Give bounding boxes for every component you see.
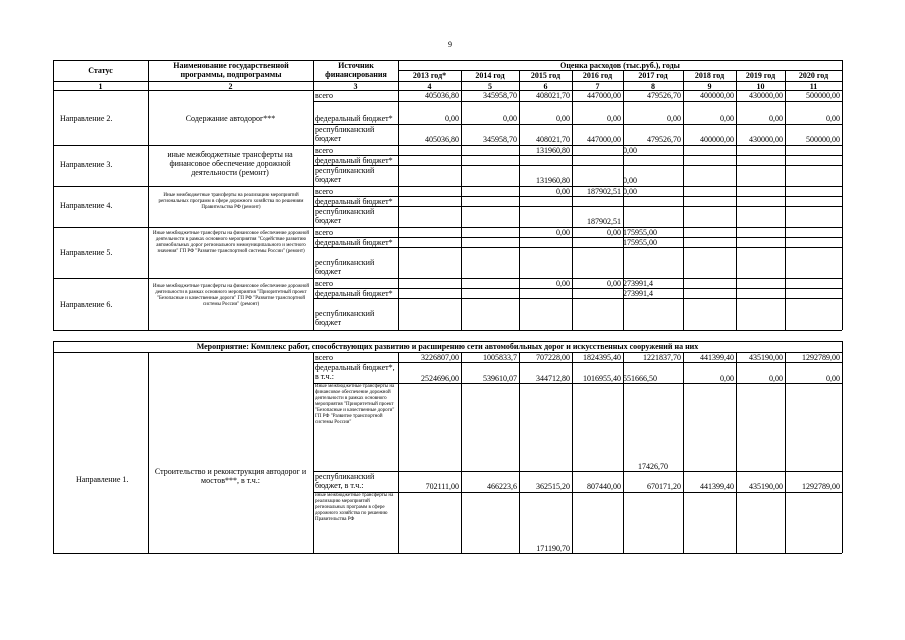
row-status: Направление 1.: [76, 475, 129, 484]
cell: 17426,70: [638, 462, 668, 471]
col-number: 2: [228, 82, 233, 91]
source-republican-sub: иные межбюджетные трансферты на реализацию мероприятий региональных программ в сфере дорожного хозяйства по решению Правительства РФ: [315, 493, 394, 522]
header-source: Источник финансирования: [325, 61, 387, 79]
cell: 175955,00: [623, 238, 657, 247]
cell: 0,00: [607, 228, 621, 237]
row-status: Направление 6.: [60, 300, 113, 309]
cell: 0,00: [503, 114, 517, 123]
cell: 171190,70: [536, 544, 570, 553]
cell: 0,00: [623, 187, 637, 196]
cell: 0,00: [826, 374, 840, 383]
row-name: Строительство и реконструкция автодорог и мостов***, в т.ч.:: [154, 467, 307, 485]
cell: 345958,70: [483, 91, 517, 100]
source-total: всего: [315, 187, 334, 196]
cell: 0,00: [623, 176, 637, 185]
col-number: 7: [595, 82, 600, 91]
grid-line: [53, 278, 842, 279]
cell: 441399,40: [700, 353, 734, 362]
cell: 2524696,00: [421, 374, 459, 383]
year-header: 2020 год: [798, 71, 829, 80]
grid-line: [53, 186, 842, 187]
cell: 1221837,70: [643, 353, 681, 362]
grid-line: [461, 70, 462, 330]
source-total: всего: [315, 353, 334, 362]
cell: 187902,51: [587, 187, 621, 196]
col-number: 11: [809, 82, 818, 91]
year-header: 2018 год: [694, 71, 725, 80]
row-status: Направление 5.: [60, 248, 113, 257]
header-program-name: Наименование государственной программы, подпрограммы: [173, 61, 289, 79]
source-federal-sub: Иные межбюджетные трансферты на финансовое обеспечение дорожной деятельности в рамках основного мероприятия "Приоритетный проект "Безопасные и качественные дороги" ГП РФ "Развитие транспортной системы России": [315, 384, 395, 425]
row-name: Содержание автодорог***: [185, 114, 276, 123]
cell: 3226807,00: [421, 353, 459, 362]
cell: 344712,80: [536, 374, 570, 383]
grid-line: [842, 60, 843, 330]
event-title: Мероприятие: Комплекс работ, способствующих развитию и расширению сети автомобильных дорог и искусственных сооружений на них: [196, 342, 699, 351]
grid-line: [313, 60, 314, 330]
source-federal: федеральный бюджет*: [315, 156, 393, 165]
source-republican: республиканский бюджет: [315, 309, 375, 327]
cell: 1292789,00: [802, 482, 840, 491]
year-header: 2015 год: [530, 71, 561, 80]
page-number: 9: [448, 40, 452, 49]
cell: 408021,70: [536, 91, 570, 100]
source-republican: республиканский бюджет: [315, 125, 375, 143]
cell: 362515,20: [536, 482, 570, 491]
cell: 430000,00: [749, 91, 783, 100]
cell: 500000,00: [806, 135, 840, 144]
cell: 0,00: [769, 114, 783, 123]
col-number: 8: [651, 82, 655, 91]
year-header: 2016 год: [582, 71, 613, 80]
cell: 405036,80: [425, 91, 459, 100]
grid-line: [313, 352, 314, 553]
cell: 0,00: [720, 114, 734, 123]
grid-line: [53, 60, 54, 330]
cell: 702111,00: [425, 482, 459, 491]
cell: 500000,00: [806, 91, 840, 100]
source-federal-incl: федеральный бюджет*, в т.ч.:: [315, 363, 395, 381]
row-name: Иные межбюджетные трансферты на финансовое обеспечение дорожной деятельности в рамках основного мероприятия "Приоритетный проект "Безопасные и качественные дороги" ГП РФ "Развитие транспортной системы России" (ремонт): [152, 284, 310, 307]
source-republican-incl: республиканский бюджет, в т.ч.:: [315, 472, 375, 490]
cell: 400000,00: [700, 135, 734, 144]
grid-line: [148, 352, 149, 553]
year-header: 2013 год*: [412, 71, 447, 80]
cell: 539610,07: [483, 374, 517, 383]
col-number: 4: [427, 82, 432, 91]
cell: 0,00: [623, 146, 637, 155]
cell: 1016955,40: [583, 374, 621, 383]
grid-line: [398, 60, 399, 330]
cell: 430000,00: [749, 135, 783, 144]
grid-line: [683, 70, 684, 330]
cell: 479526,70: [647, 135, 681, 144]
grid-line: [53, 330, 842, 331]
cell: 441399,40: [700, 482, 734, 491]
source-total: всего: [315, 228, 334, 237]
header-estimate: Оценка расходов (тыс.руб.), годы: [560, 61, 680, 70]
year-header: 2019 год: [745, 71, 776, 80]
cell: 0,00: [607, 114, 621, 123]
year-header: 2017 год: [638, 71, 668, 80]
cell: 435190,00: [749, 482, 783, 491]
cell: 1005833,7: [483, 353, 517, 362]
source-total: всего: [315, 91, 334, 100]
cell: 0,00: [607, 279, 621, 288]
grid-line: [53, 145, 842, 146]
source-federal: федеральный бюджет*: [315, 238, 393, 247]
grid-line: [313, 101, 842, 102]
cell: 435190,00: [749, 353, 783, 362]
grid-line: [736, 70, 737, 330]
cell: 0,00: [667, 114, 681, 123]
row-name: Иные межбюджетные трансферты на реализацию мероприятий региональных программ в сфере дорожного хозяйства по решениям Правительства РФ (ремонт): [158, 193, 304, 210]
cell: 447000,00: [587, 135, 621, 144]
cell: 1824395,40: [583, 353, 621, 362]
grid-line: [148, 60, 149, 330]
cell: 707228,00: [536, 353, 570, 362]
grid-line: [842, 341, 843, 553]
source-total: всего: [315, 146, 334, 155]
grid-line: [519, 70, 520, 330]
source-federal: федеральный бюджет*: [315, 114, 393, 123]
row-name: Иные межбюджетные трансферты на финансовое обеспечение дорожной деятельности в рамках основного мероприятия "Содействие развитию автомобильных дорог регионального межмуниципального и местного значения" ГП РФ "Развитие транспортной системы России" (ремонт): [152, 231, 310, 254]
col-number: 9: [707, 82, 712, 91]
cell: 345958,70: [483, 135, 517, 144]
grid-line: [572, 70, 573, 330]
cell: 0,00: [556, 114, 570, 123]
source-republican: республиканский бюджет: [315, 166, 375, 184]
row-status: Направление 3.: [60, 160, 113, 169]
cell: 0,00: [769, 374, 783, 383]
cell: 0,00: [556, 279, 570, 288]
row-status: Направление 4.: [60, 201, 113, 210]
cell: 447000,00: [587, 91, 621, 100]
source-republican: республиканский бюджет: [315, 258, 375, 276]
cell: 175955,00: [623, 228, 657, 237]
col-number: 10: [756, 82, 765, 91]
cell: 408021,70: [536, 135, 570, 144]
cell: 1292789,00: [802, 353, 840, 362]
cell: 405036,80: [425, 135, 459, 144]
grid-line: [313, 298, 842, 299]
grid-line: [313, 247, 842, 248]
cell: 0,00: [826, 114, 840, 123]
cell: 0,00: [556, 187, 570, 196]
col-number: 3: [353, 82, 358, 91]
year-header: 2014 год: [475, 71, 505, 80]
cell: 131960,80: [536, 146, 570, 155]
cell: 131960,80: [536, 176, 570, 185]
row-name: иные межбюджетные трансферты на финансовое обеспечение дорожной деятельности (ремонт): [167, 150, 293, 177]
cell: 479526,70: [647, 91, 681, 100]
col-number: 1: [98, 82, 103, 91]
cell: 273991,4: [623, 279, 653, 288]
source-republican: республиканский бюджет: [315, 207, 375, 225]
row-status: Направление 2.: [60, 114, 113, 123]
cell: 0,00: [720, 374, 734, 383]
source-federal: федеральный бюджет*: [315, 197, 393, 206]
grid-line: [53, 553, 842, 554]
cell: 0,00: [556, 228, 570, 237]
cell: 0,00: [445, 114, 459, 123]
cell: 466223,6: [487, 482, 517, 491]
grid-line: [785, 70, 786, 330]
grid-line: [53, 227, 842, 228]
col-number: 6: [543, 82, 548, 91]
cell: 400000,00: [700, 91, 734, 100]
cell: 670171,20: [647, 482, 681, 491]
col-number: 5: [488, 82, 492, 91]
header-status: Статус: [88, 66, 113, 75]
source-federal: федеральный бюджет*: [315, 289, 393, 298]
cell: 807440,00: [587, 482, 621, 491]
cell: 551666,50: [623, 374, 657, 383]
cell: 273991,4: [623, 289, 653, 298]
grid-line: [53, 341, 54, 553]
source-total: всего: [315, 279, 334, 288]
cell: 187902,51: [587, 217, 621, 226]
